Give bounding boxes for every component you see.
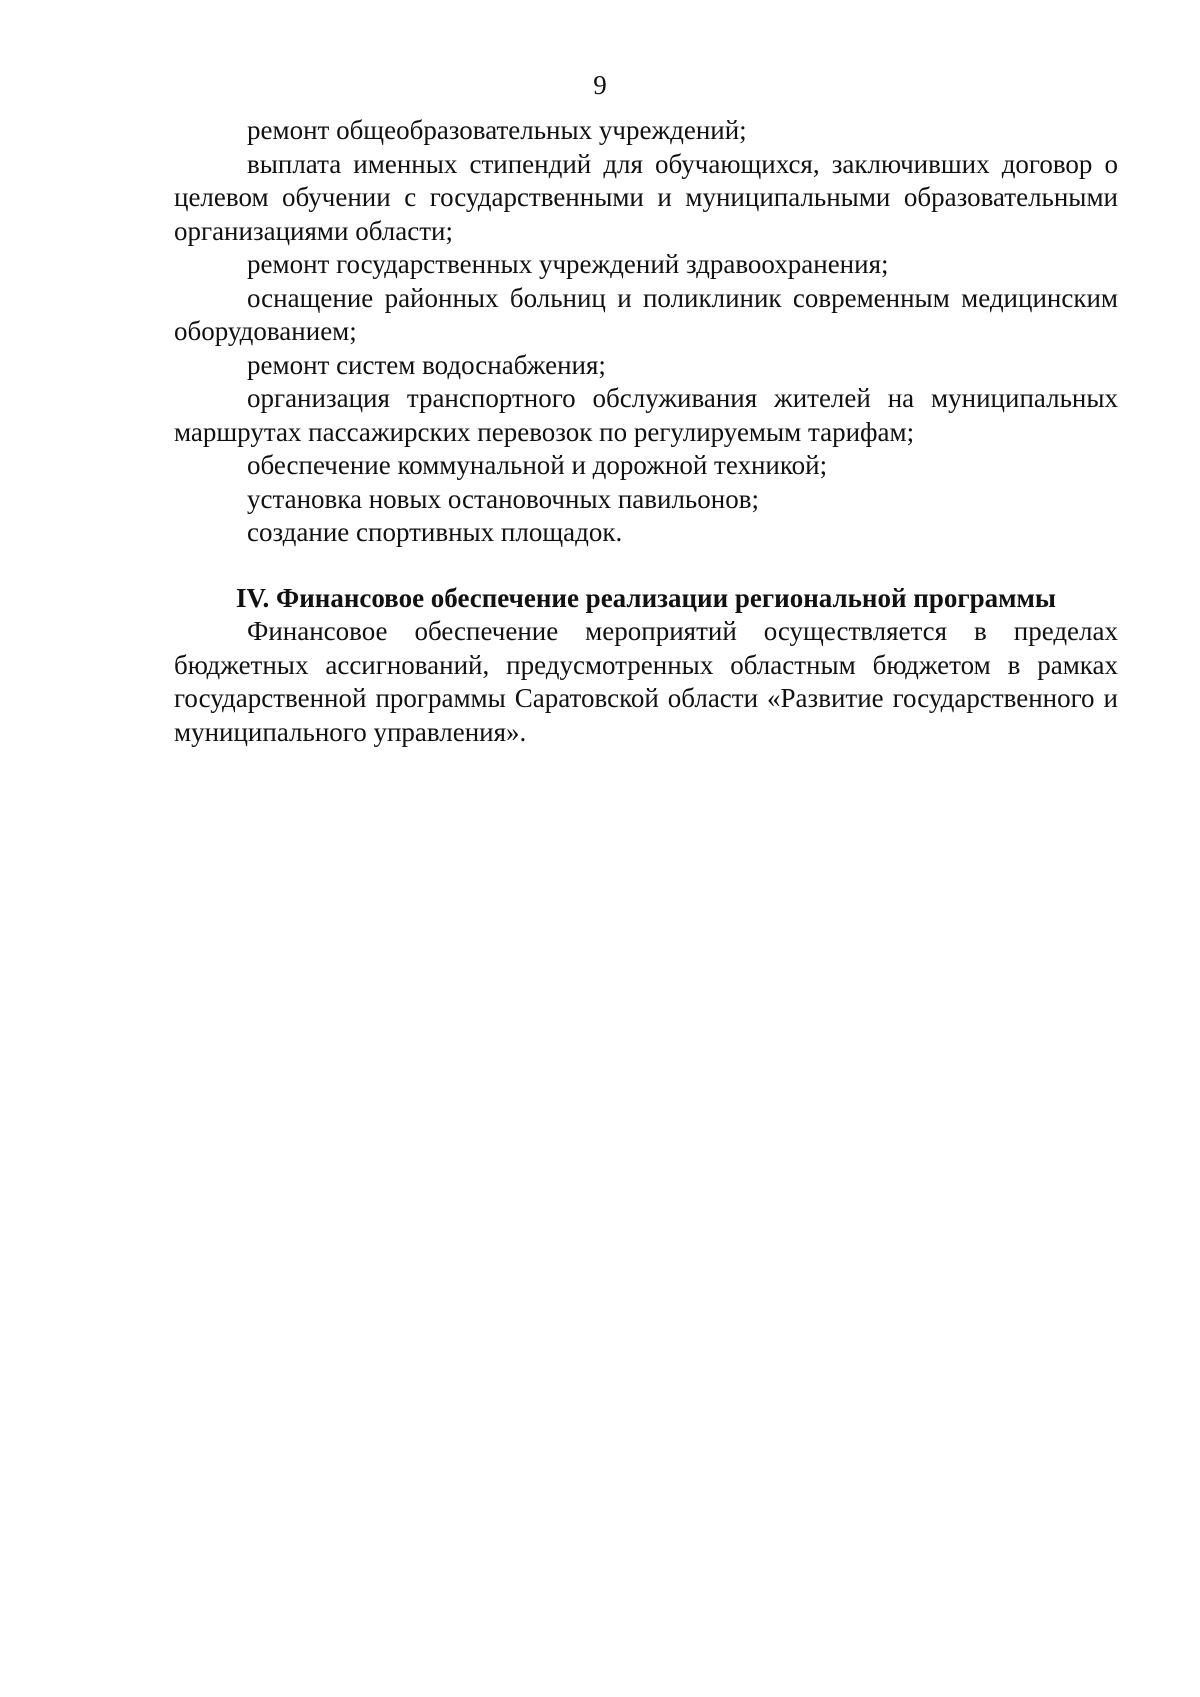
section-heading: IV. Финансовое обеспечение реализации региональной программы [235, 582, 1057, 613]
list-item: создание спортивных площадок. [247, 517, 623, 547]
list-item: обеспечение коммунальной и дорожной техникой; [247, 450, 828, 480]
list-item: выплата именных стипендий для обучающихся, заключивших договор о целевом обучении с государственными и муниципальными образовательными организациями области; [174, 148, 1118, 246]
list-item: установка новых остановочных павильонов; [247, 483, 759, 514]
list-item: ремонт государственных учреждений здравоохранения; [247, 249, 889, 279]
list-item: оснащение районных больниц и поликлиник современным медицинским оборудованием; [174, 282, 1118, 346]
document-body [174, 114, 1118, 749]
page-number: 9 [593, 70, 607, 100]
section-paragraph: Финансовое обеспечение мероприятий осуществляется в пределах бюджетных ассигнований, предусмотренных областным бюджетом в рамках государственной программы Саратовской области «Развитие государственного и муниципального управления». [174, 616, 1118, 747]
list-item: ремонт общеобразовательных учреждений; [247, 115, 747, 145]
list-item: организация транспортного обслуживания жителей на муниципальных маршрутах пассажирских перевозок по регулируемым тарифам; [174, 383, 1118, 447]
list-item: ремонт систем водоснабжения; [247, 349, 606, 380]
